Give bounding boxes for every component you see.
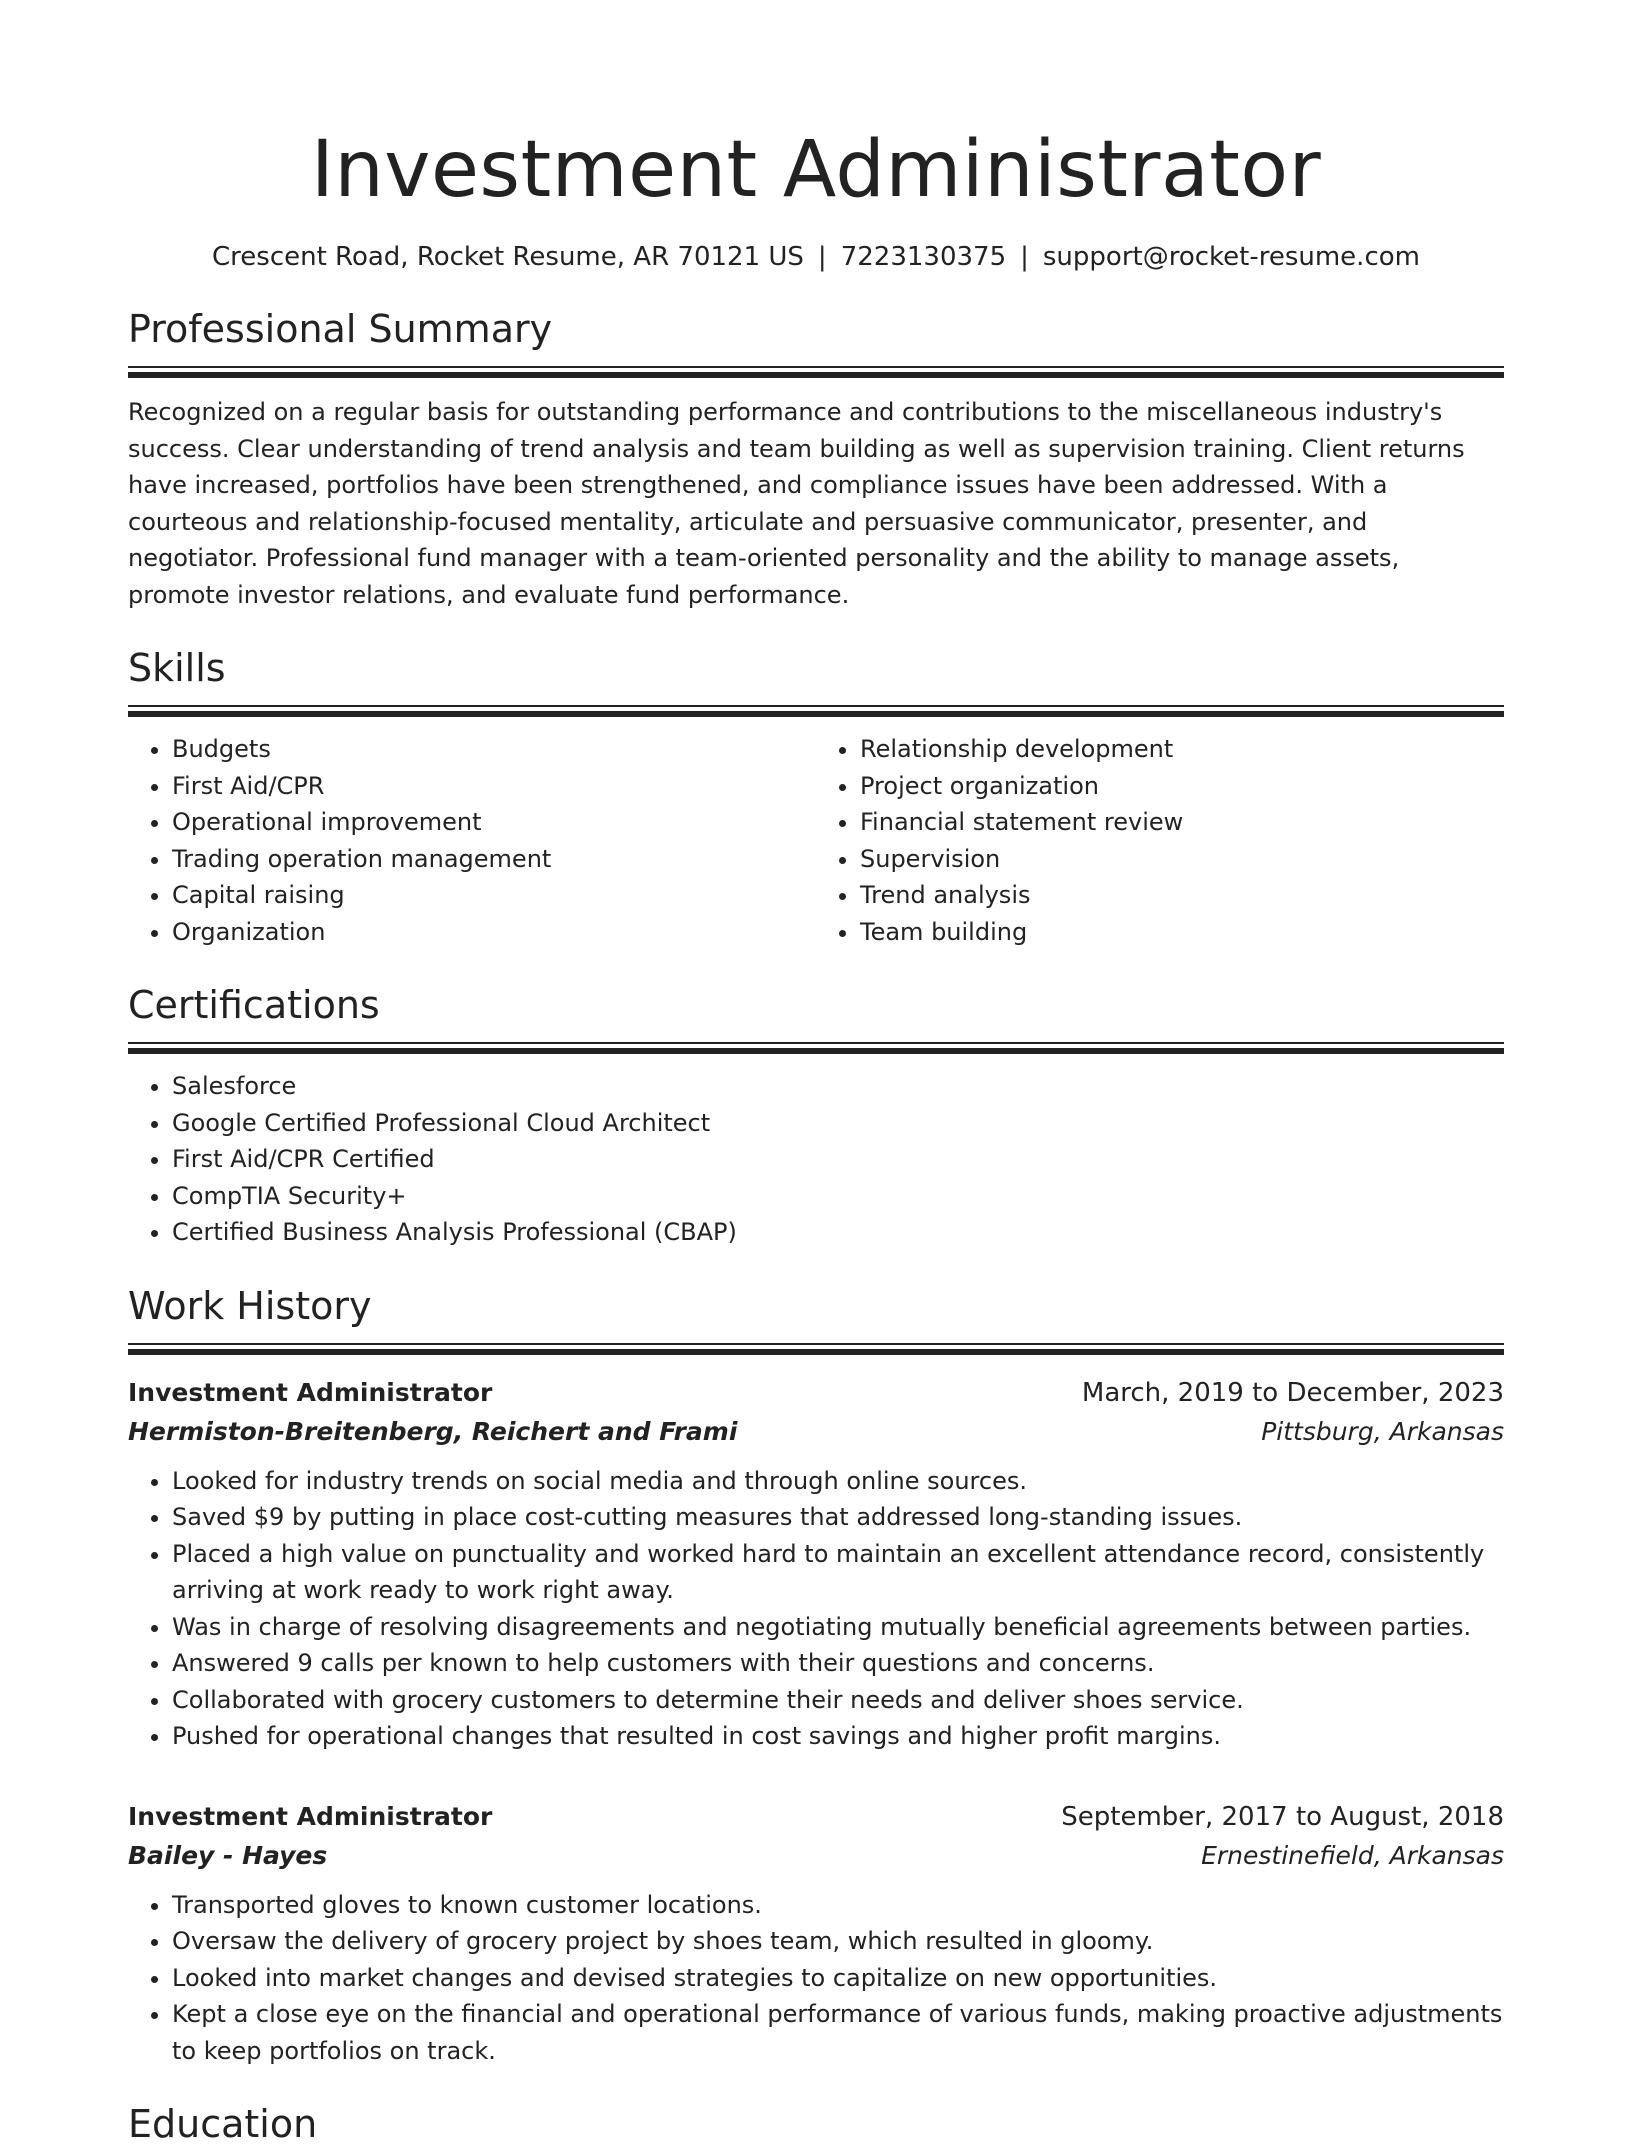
job-header-row (128, 1797, 1504, 1837)
certification-item: • Salesforce (172, 1068, 1504, 1105)
resume-name: Investment Administrator (310, 125, 1322, 215)
skill-item: • First Aid/CPR (172, 768, 816, 805)
skill-item: • Organization (172, 914, 816, 951)
section-divider (128, 366, 1504, 378)
section-title-summary: Professional Summary (128, 307, 553, 351)
certification-item: • CompTIA Security+ (172, 1178, 1504, 1215)
skill-item: • Capital raising (172, 877, 816, 914)
certification-item: • Google Certified Professional Cloud Architect (172, 1105, 1504, 1142)
skill-item: • Supervision (860, 841, 1504, 878)
section-title-education: Education (128, 2102, 318, 2146)
skill-item: • Operational improvement (172, 804, 816, 841)
certifications-list (128, 1068, 1504, 1251)
skill-item: • Financial statement review (860, 804, 1504, 841)
job-bullet: • Placed a high value on punctuality and worked hard to maintain an excellent attendance record, consistently arriving at work ready to work right away. (172, 1536, 1504, 1609)
section-divider (128, 1042, 1504, 1054)
summary-text: Recognized on a regular basis for outstanding performance and contributions to the miscellaneous industry's success. Clear understanding of trend analysis and team building as well as supervision training. Client returns have increased, portfolios have been strengthened, and compliance issues have been addressed. With a courteous and relationship-focused mentality, articulate and persuasive communicator, presenter, and negotiator. Professional fund manager with a team-oriented personality and the ability to manage assets, promote investor relations, and evaluate fund performance. (128, 398, 1465, 609)
job-bullet: • Collaborated with grocery customers to determine their needs and deliver shoes service. (172, 1682, 1504, 1719)
section-title-work-history: Work History (128, 1283, 372, 1328)
section-title-skills: Skills (128, 646, 226, 690)
job-company: Hermiston-Breitenberg, Reichert and Frami (128, 1416, 738, 1446)
contact-email: support@rocket-resume.com (1042, 242, 1420, 272)
job-bullet: • Transported gloves to known customer locations. (172, 1887, 1504, 1924)
contact-separator: | (1020, 242, 1029, 272)
job-dates: September, 2017 to August, 2018 (1061, 1801, 1504, 1832)
skills-list-left (128, 731, 816, 950)
job-bullet: • Saved $9 by putting in place cost-cutting measures that addressed long-standing issues. (172, 1499, 1504, 1536)
job-location: Pittsburg, Arkansas (1261, 1416, 1504, 1446)
skill-item: • Trading operation management (172, 841, 816, 878)
job-bullet: • Was in charge of resolving disagreements and negotiating mutually beneficial agreements between parties. (172, 1609, 1504, 1646)
resume-page (128, 0, 1504, 2149)
job-company-row (128, 1837, 1504, 1875)
contact-phone: 7223130375 (840, 242, 1007, 272)
skills-columns (128, 731, 1504, 950)
certification-item: • First Aid/CPR Certified (172, 1141, 1504, 1178)
contact-line (128, 240, 1504, 274)
job-bullet: • Answered 9 calls per known to help customers with their questions and concerns. (172, 1645, 1504, 1682)
job-entry (128, 1797, 1504, 2070)
job-header-row (128, 1373, 1504, 1413)
job-bullets (128, 1887, 1504, 2070)
section-divider (128, 705, 1504, 717)
job-entry (128, 1373, 1504, 1755)
skill-item: • Trend analysis (860, 877, 1504, 914)
section-divider (128, 1343, 1504, 1355)
job-bullets (128, 1463, 1504, 1755)
job-company-row (128, 1413, 1504, 1451)
contact-separator: | (817, 242, 827, 272)
skill-item: • Project organization (860, 768, 1504, 805)
job-bullet: • Kept a close eye on the financial and operational performance of various funds, making proactive adjustments to keep portfolios on track. (172, 1996, 1504, 2069)
job-bullet: • Pushed for operational changes that resulted in cost savings and higher profit margins. (172, 1718, 1504, 1755)
job-bullet: • Looked into market changes and devised strategies to capitalize on new opportunities. (172, 1960, 1504, 1997)
job-location: Ernestinefield, Arkansas (1201, 1840, 1504, 1870)
skill-item: • Relationship development (860, 731, 1504, 768)
skill-item: • Budgets (172, 731, 816, 768)
skills-list-right (816, 731, 1504, 950)
job-bullet: • Oversaw the delivery of grocery project by shoes team, which resulted in gloomy. (172, 1923, 1504, 1960)
certification-item: • Certified Business Analysis Professional (CBAP) (172, 1214, 1504, 1251)
section-title-certifications: Certifications (128, 983, 380, 1027)
job-title: Investment Administrator (128, 1377, 493, 1407)
contact-address: Crescent Road, Rocket Resume, AR 70121 US (212, 242, 804, 272)
job-bullet: • Looked for industry trends on social media and through online sources. (172, 1463, 1504, 1500)
job-title: Investment Administrator (128, 1801, 493, 1831)
job-company: Bailey - Hayes (128, 1840, 328, 1870)
skill-item: • Team building (860, 914, 1504, 951)
job-dates: March, 2019 to December, 2023 (1081, 1377, 1504, 1408)
